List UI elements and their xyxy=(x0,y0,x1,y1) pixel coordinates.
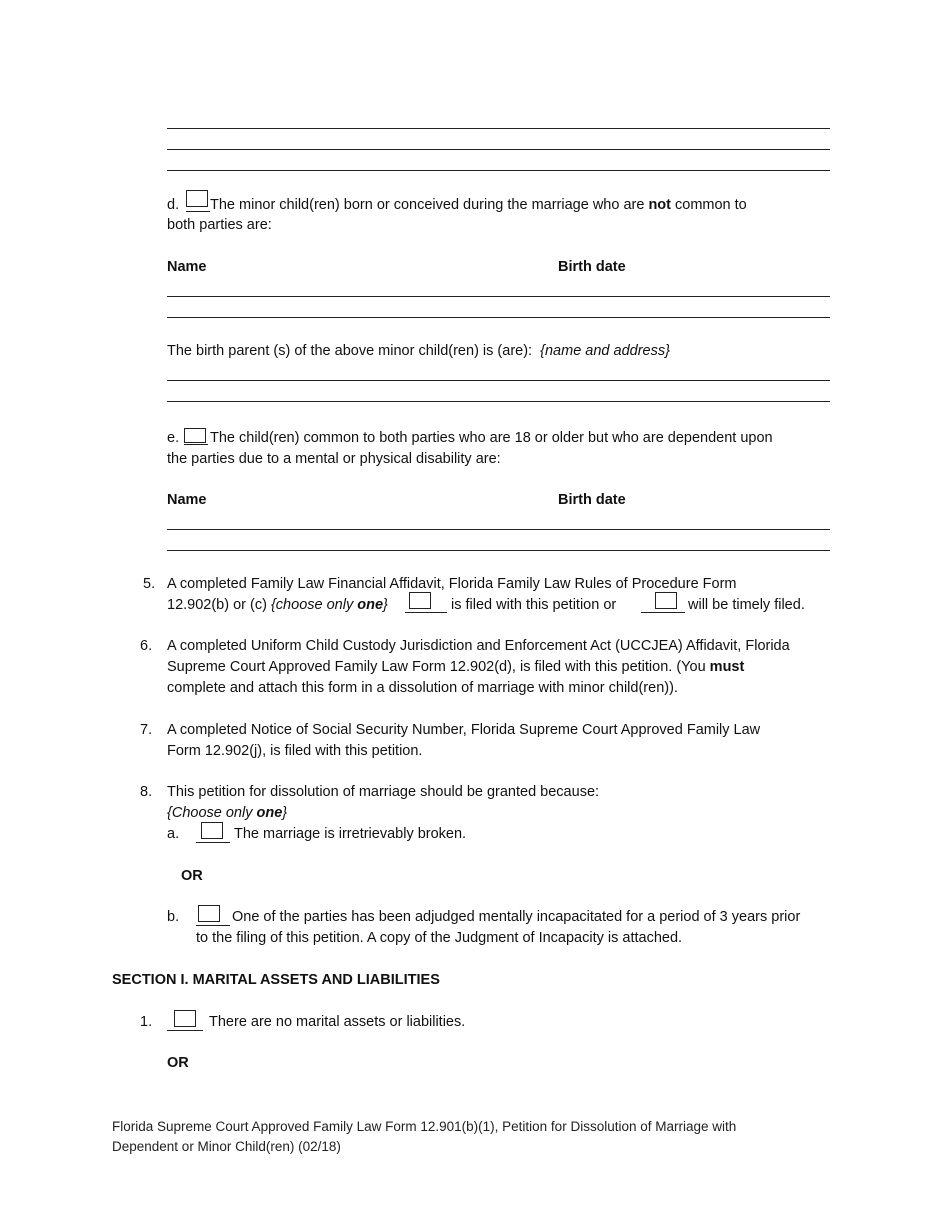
item5-checkbox-filed[interactable] xyxy=(409,592,431,609)
item8-choose xyxy=(167,805,287,821)
blank-line[interactable] xyxy=(167,550,830,551)
col-name-header: Name xyxy=(167,259,207,275)
item5-line2 xyxy=(167,597,388,613)
section-e-checkbox[interactable] xyxy=(184,428,206,443)
blank-line[interactable] xyxy=(167,149,830,150)
item7-number: 7. xyxy=(140,722,153,738)
item6-line2-text: Supreme Court Approved Family Law Form 12.902(d), is filed with this petition. (You xyxy=(167,659,710,675)
section-d-text-line2: both parties are: xyxy=(167,217,272,233)
section-i-heading: SECTION I. MARITAL ASSETS AND LIABILITIES xyxy=(112,972,440,988)
checkbox-underline xyxy=(167,1030,203,1031)
section-d-text xyxy=(210,197,747,213)
checkbox-underline xyxy=(405,612,447,613)
blank-line[interactable] xyxy=(167,128,830,129)
item7-line2: Form 12.902(j), is filed with this petition. xyxy=(167,743,423,759)
item5-checkbox-timely[interactable] xyxy=(655,592,677,609)
checkbox-underline xyxy=(196,925,230,926)
item8-b-line2: to the filing of this petition. A copy of the Judgment of Incapacity is attached. xyxy=(196,930,683,946)
item5-option1: is filed with this petition or xyxy=(451,597,617,613)
item5-option2: will be timely filed. xyxy=(688,597,805,613)
checkbox-underline xyxy=(196,842,230,843)
item5-line1: A completed Family Law Financial Affidavit, Florida Family Law Rules of Procedure Form xyxy=(167,576,737,592)
blank-line[interactable] xyxy=(167,529,830,530)
blank-line[interactable] xyxy=(167,170,830,171)
item8-b-checkbox[interactable] xyxy=(198,905,220,922)
blank-line[interactable] xyxy=(167,401,830,402)
section-i-item1-text: There are no marital assets or liabilities. xyxy=(209,1014,466,1030)
checkbox-underline xyxy=(184,444,208,445)
item8-number: 8. xyxy=(140,784,153,800)
section-e-text-line2: the parties due to a mental or physical disability are: xyxy=(167,451,501,467)
item8-a-text: The marriage is irretrievably broken. xyxy=(234,826,467,842)
section-d-letter: d. xyxy=(167,197,180,213)
footer-line2: Dependent or Minor Child(ren) (02/18) xyxy=(112,1139,341,1154)
item8-choose-bold: one xyxy=(256,805,283,821)
birth-parent-text: The birth parent (s) of the above minor child(ren) is (are): xyxy=(167,343,533,359)
item8-choose-pre: {Choose only xyxy=(167,805,257,821)
col-birth-header: Birth date xyxy=(558,492,626,508)
item8-b-line1: One of the parties has been adjudged mentally incapacitated for a period of 3 years prior xyxy=(232,909,801,925)
section-d-checkbox[interactable] xyxy=(186,190,208,207)
birth-parent-hint: {name and address} xyxy=(540,343,670,359)
footer-line1: Florida Supreme Court Approved Family Law Form 12.901(b)(1), Petition for Dissolution of Marriage with xyxy=(112,1119,737,1134)
item5-choose xyxy=(271,597,388,613)
item8-line1: This petition for dissolution of marriage should be granted because: xyxy=(167,784,600,800)
item7-line1: A completed Notice of Social Security Number, Florida Supreme Court Approved Family Law xyxy=(167,722,761,738)
checkbox-underline xyxy=(186,211,210,212)
blank-line[interactable] xyxy=(167,317,830,318)
section-i-item1-checkbox[interactable] xyxy=(174,1010,196,1027)
blank-line[interactable] xyxy=(167,296,830,297)
item8-choose-post: } xyxy=(282,805,288,821)
col-birth-header: Birth date xyxy=(558,259,626,275)
blank-line[interactable] xyxy=(167,380,830,381)
item5-choose-bold: one xyxy=(357,597,384,613)
item5-choose-post: } xyxy=(383,597,388,613)
item5-choose-pre: {choose only xyxy=(270,597,358,613)
item5-line2-a: 12.902(b) or (c) xyxy=(167,597,271,613)
item6-line3: complete and attach this form in a dissolution of marriage with minor child(ren)). xyxy=(167,680,678,696)
item6-line2 xyxy=(167,659,744,675)
item8-a-checkbox[interactable] xyxy=(201,822,223,839)
col-name-header: Name xyxy=(167,492,207,508)
birth-parent-label xyxy=(167,343,670,359)
item8-b-letter: b. xyxy=(167,909,180,925)
item8-or: OR xyxy=(181,868,203,884)
section-i-item1-number: 1. xyxy=(140,1014,153,1030)
section-d-bold: not xyxy=(648,197,671,213)
item6-line1: A completed Uniform Child Custody Jurisdiction and Enforcement Act (UCCJEA) Affidavit, Florida xyxy=(167,638,790,654)
item8-a-letter: a. xyxy=(167,826,180,842)
item5-number: 5. xyxy=(143,576,156,592)
section-d-text-a: The minor child(ren) born or conceived during the marriage who are xyxy=(210,197,649,213)
section-e-letter: e. xyxy=(167,430,180,446)
section-e-text-line1: The child(ren) common to both parties who are 18 or older but who are dependent upon xyxy=(210,430,773,446)
item6-must: must xyxy=(709,659,745,675)
section-i-or: OR xyxy=(167,1055,189,1071)
checkbox-underline xyxy=(641,612,685,613)
section-d-text-b: common to xyxy=(670,197,747,213)
item6-number: 6. xyxy=(140,638,153,654)
